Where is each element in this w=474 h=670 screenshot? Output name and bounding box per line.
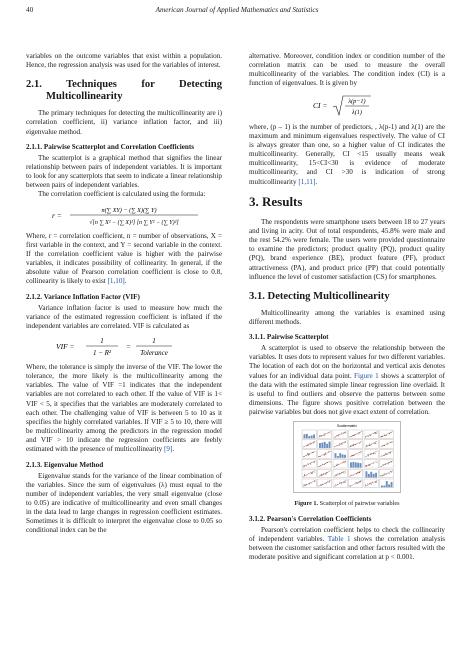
section-2-1-2-paragraph-2: Where, the tolerance is simply the inverse of the VIF. The lower the tolerance, the more likely is the multicollinearity among the variables. The value of VIF =1 indicates that the independent variables are not correlated to each other. If the value of VIF is 1< VIF < 5, it specifies that the variables are moderately correlated to each other. The challenging value of VIF is between 5 to 10 as it specifies the highly correlated variables. If VIF ≥ 5 to 10, there will be multicollinearity among the predictors in the regression model and VIF > 10 indicate the regression coefficients are feebly estimated with the presence of multicollinearity [9].	[26, 362, 222, 454]
scatter-cell	[364, 430, 378, 439]
section-2-1-paragraph: The primary techniques for detecting the multicollinearity are i) correlation coefficient, ii) variance inflation factor, and iii) eigenvalue method.	[26, 109, 222, 136]
scatter-cell	[302, 440, 316, 449]
scatter-cell	[333, 470, 347, 479]
citation-link-1-10[interactable]: [1,10]	[107, 277, 125, 286]
scatter-cell	[302, 470, 316, 479]
section-2-1-heading: 2.1. Techniques for Detecting Multicollinearity	[26, 79, 222, 103]
scatter-cell	[380, 440, 394, 449]
scatter-cell	[333, 460, 347, 469]
scatter-cell	[333, 479, 347, 488]
scatter-cell	[349, 430, 363, 439]
section-2-1-2-paragraph-1: Variance inflation factor is used to measure how much the variance of the estimated regression coefficient is inflated if the independent variables are correlated. VIF is calculated as	[26, 303, 222, 330]
scatter-cell	[349, 479, 363, 488]
section-3-1-1-paragraph: A scatterplot is used to observe the relationship between the variables. It uses dots to represent values for two different variables. The location of each dot on the horizontal and vertical axis denotes values for an individual data point. Figure 1 shows a scatterplot of the data with the estimated simple linear regression line overlaid. It is useful to find outliers and observe the patterns between some dimensions. The figure shows positive correlation between the pairwise variables but does not give exact extent of correlation.	[249, 344, 445, 417]
section-3-1-2-paragraph: Pearson's correlation coefficient helps to check the collinearity of independent variables. Table 1 shows the correlation analysis between the customer satisfaction and other factors resulted with the moderate positive and significant correlation at p < 0.001.	[249, 525, 445, 561]
right-column	[249, 52, 445, 562]
scatter-cell	[364, 460, 378, 469]
scatter-cell	[318, 430, 332, 439]
scatter-cell	[333, 430, 347, 439]
scatter-cell	[318, 450, 332, 459]
scatter-cell	[349, 440, 363, 449]
scatter-cell	[302, 430, 316, 439]
scatter-cell	[318, 479, 332, 488]
eq-ci-denominator: λ(1)	[352, 108, 362, 116]
scatter-cell	[333, 450, 347, 459]
scatter-cell	[364, 470, 378, 479]
scatter-cell	[349, 460, 363, 469]
scatter-cell	[349, 450, 363, 459]
scatter-cell	[380, 430, 394, 439]
eq-r-numerator: n(∑ XY) − (∑ X)(∑ Y)	[101, 206, 157, 214]
scatter-cell	[318, 460, 332, 469]
eq-vif-num1: 1	[100, 336, 104, 345]
section-2-1-1-paragraph-3: Where, r = correlation coefficient, n = number of observations, X = first variable in the context, and Y = second variable in the context. If the correlation coefficient value is higher with the pairwise variables, it indicates possibility of collinearity. In general, if the absolute value of Pearson correlation coefficient is close to 0.8, collinearity is likely to exist [1,10].	[26, 231, 222, 286]
citation-link-1-11[interactable]: [1,11]	[298, 177, 316, 186]
scatter-cell	[302, 460, 316, 469]
eq-vif-num2: 1	[152, 336, 156, 345]
section-3-1-paragraph: Multicollinearity among the variables is examined using different methods.	[249, 308, 445, 326]
scatter-cell	[302, 450, 316, 459]
scatter-cell	[349, 470, 363, 479]
scatter-cell	[380, 470, 394, 479]
citation-link-9[interactable]: [9]	[164, 445, 173, 454]
section-3-1-heading: 3.1. Detecting Multicollinearity	[249, 290, 390, 302]
section-2-1-2-heading: 2.1.2. Variance Inflation Factor (VIF)	[26, 292, 140, 301]
scatter-cell	[364, 440, 378, 449]
eq-ci-numerator: λ(p−1)	[348, 97, 366, 105]
vif-equation	[26, 335, 222, 359]
eq-vif-lhs: VIF =	[56, 341, 75, 351]
journal-title: American Journal of Applied Mathematics and Statistics	[155, 6, 319, 14]
eq-r-denominator: √[n ∑ X² − (∑ X)²] [n ∑ Y² − (∑ Y)²]	[89, 219, 179, 226]
scatter-cell	[302, 479, 316, 488]
section-2-1-1-heading: 2.1.1. Pairwise Scatterplot and Correlation Coefficients	[26, 142, 195, 151]
condition-index-equation	[249, 93, 445, 119]
scatter-cell	[380, 450, 394, 459]
section-2-1-1-paragraph-2: The correlation coefficient is calculated using the formula:	[38, 190, 206, 199]
section-3-heading: 3. Results	[249, 193, 303, 209]
scatter-cell	[380, 479, 394, 488]
eq-vif-equals: =	[126, 341, 132, 351]
section-3-1-2-heading: 3.1.2. Pearson's Correlation Coefficients	[249, 514, 372, 523]
figure-title: Scattermatrix	[337, 424, 357, 429]
figure-1-link[interactable]: Figure 1	[354, 371, 379, 380]
scatter-cell	[364, 479, 378, 488]
intro-paragraph: variables on the outcome variables that exist within a population. Hence, the regression analysis was used for the variables of interest.	[26, 52, 222, 70]
section-2-1-3-heading: 2.1.3. Eigenvalue Method	[26, 460, 104, 469]
section-2-1-3-paragraph: Eigenvalue stands for the variance of the linear combination of the variables. Since the sum of eigenvalues (λ) must equal to the number of independent variables, the very small eigenvalue (close to 0.05) are indicative of multicollinearity and even small changes in the data lead to large changes in regression coefficient estimates. Sometimes it is difficult to interpret the eigenvalue close to 0.05 so conditional index can be the	[26, 471, 222, 535]
scatter-cell	[364, 450, 378, 459]
table-1-link[interactable]: Table 1	[327, 534, 351, 543]
scatter-cell	[333, 440, 347, 449]
section-2-1-1-paragraph-1: The scatterplot is a graphical method that signifies the linear relationship between pairs of independent variables. It is important to look for any scatterplots that seem to indicate a linear relationship between pairs of independent variables.	[26, 153, 222, 190]
scatterplot-matrix	[294, 422, 400, 492]
left-column	[26, 52, 222, 536]
condition-index-paragraph: where, (p – 1) is the number of predictors, , λ(p-1) and λ(1) are the maximum and minimum eigenvalues respectively. The value of CI is always greater than one, so a higher value of CI indicates the multicollinearity. Generally, CI <15 usually means weak multicollinearity, 15<CI<30 is evidence of moderate multicollinearity, and CI >30 is indication of strong multicollinearity [1,11].	[249, 122, 445, 186]
scatter-cell	[318, 470, 332, 479]
section-3-1-1-heading: 3.1.1. Pairwise Scatterplot	[249, 333, 329, 342]
section-3-paragraph: The respondents were smartphone users between 18 to 27 years and living in acity. Out of total respondents, 45.8% were male and the rest 54.2% were female. The users were provided questionnaire to examine the predictors; product quality (PQ), product quality (PQ), brand experience (BE), product feature (PF), product attractiveness (PA), and product price (PP) that could potentially influence the level of customer satisfaction (CS) for smartphones.	[249, 217, 445, 281]
eq-vif-den1: 1 − R²	[92, 348, 112, 357]
scatter-cell	[380, 460, 394, 469]
scatterplot-matrix-figure	[293, 421, 401, 493]
eq-vif-den2: Tolerance	[140, 348, 168, 357]
correlation-equation	[26, 204, 222, 228]
figure-caption: Figure 1. Scatterplot of pairwise variables	[294, 500, 400, 508]
page-number: 40	[26, 6, 34, 14]
scatter-cell	[318, 440, 332, 449]
eq-r-lhs: r =	[52, 210, 62, 220]
eq-ci-lhs: CI =	[313, 100, 328, 110]
continued-paragraph: alternative. Moreover, condition index or condition number of the correlation matrix can be used to measure the overall multicollinearity of the variables. The condition index (CI) is a function of eigenvalues. It is given by	[249, 52, 445, 88]
page-header	[26, 6, 448, 18]
